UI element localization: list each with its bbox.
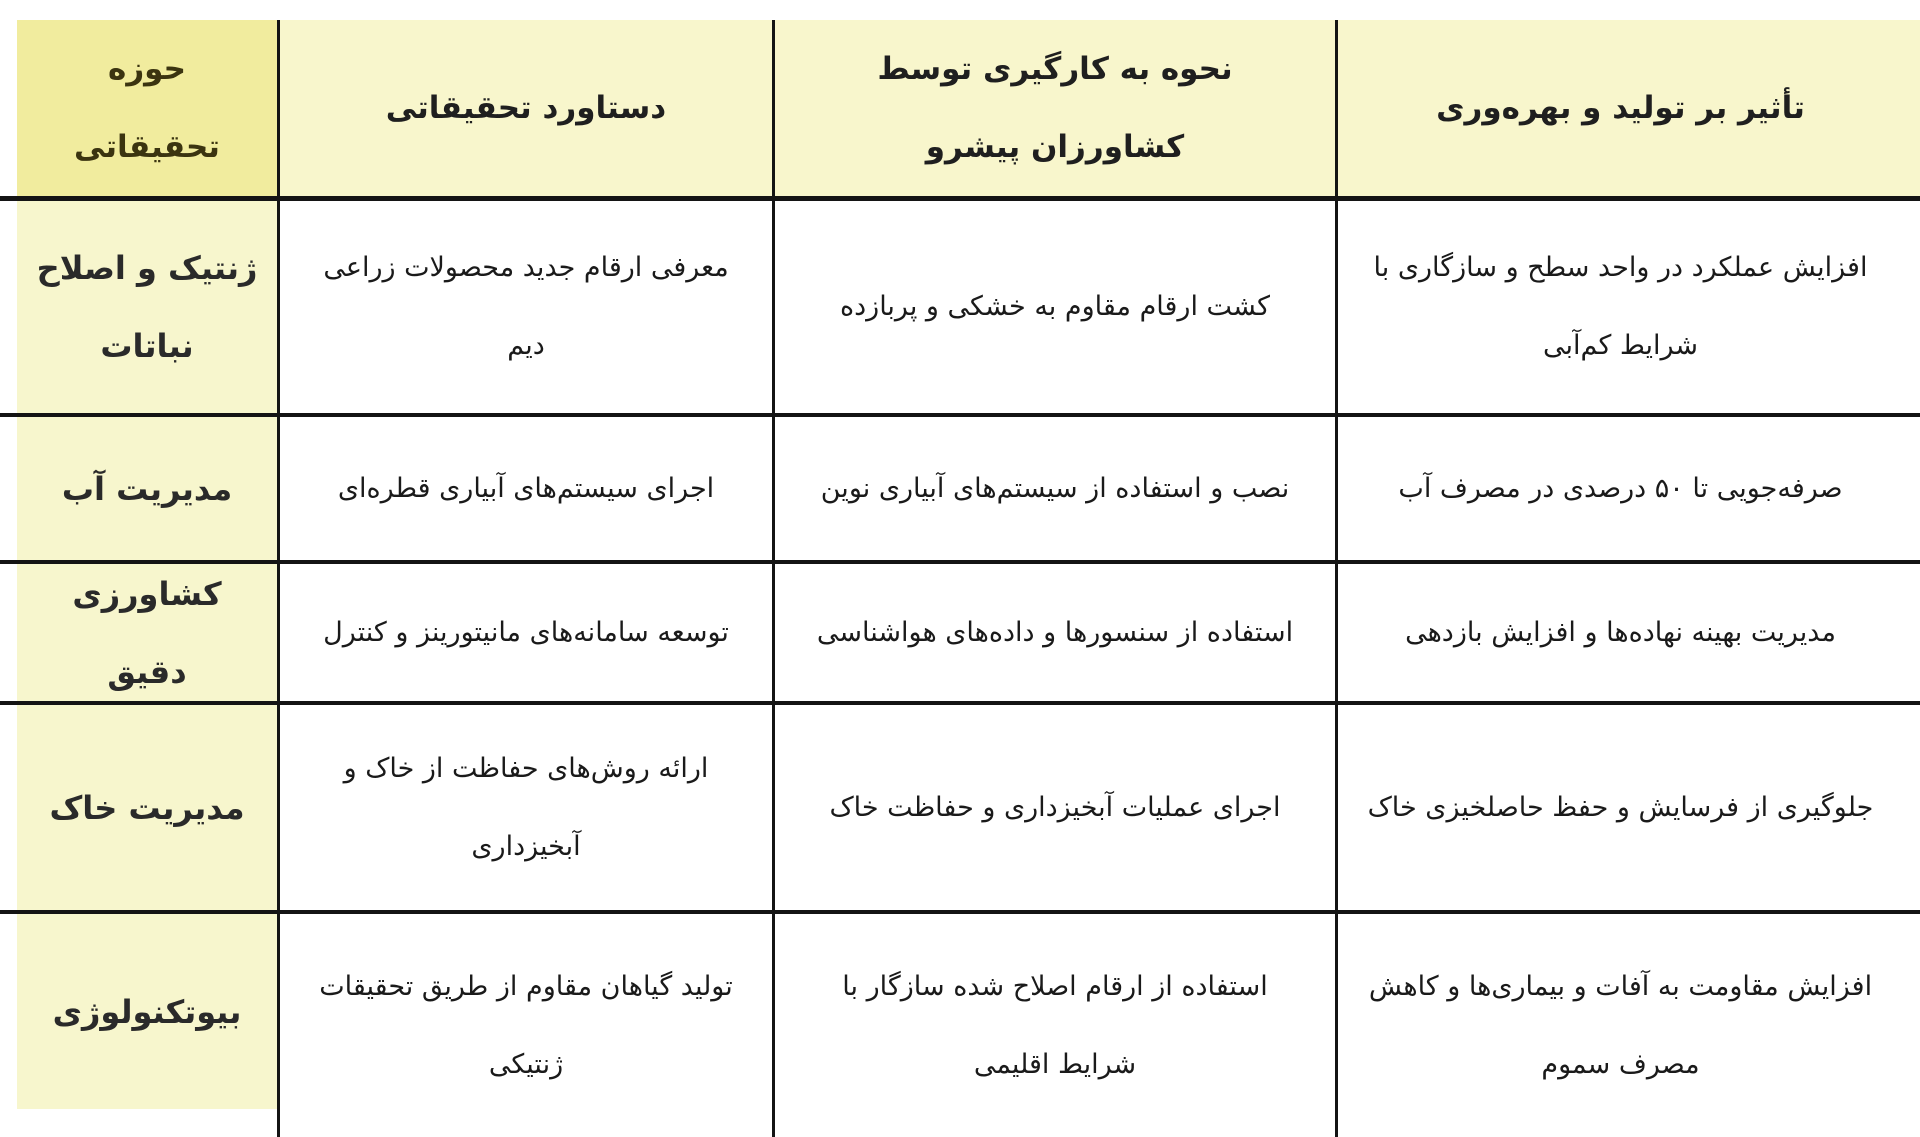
- header-farmer-application: نحوه به کارگیری توسط کشاورزان پیشرو: [775, 20, 1335, 196]
- header-production-impact: تأثیر بر تولید و بهره‌وری: [1338, 20, 1903, 196]
- row-impact: جلوگیری از فرسایش و حفظ حاصلخیزی خاک: [1338, 705, 1903, 910]
- row-application: کشت ارقام مقاوم به خشکی و پربازده: [775, 201, 1335, 413]
- row-achievement: توسعه سامانه‌های مانیتورینز و کنترل: [280, 564, 772, 701]
- header-research-achievement: دستاورد تحقیقاتی: [280, 20, 772, 196]
- header-research-area: حوزه تحقیقاتی: [17, 20, 277, 196]
- row-application: اجرای عملیات آبخیزداری و حفاظت خاک: [775, 705, 1335, 910]
- row-research-area: مدیریت آب: [17, 417, 277, 560]
- row-impact: افزایش مقاومت به آفات و بیماری‌ها و کاهش مصرف سموم: [1338, 914, 1903, 1137]
- research-table: [0, 20, 1920, 1137]
- row-research-area: ژنتیک و اصلاح نباتات: [17, 201, 277, 413]
- row-impact: صرفه‌جویی تا ۵۰ درصدی در مصرف آب: [1338, 417, 1903, 560]
- row-research-area: کشاورزی دقیق: [17, 564, 277, 701]
- row-application: استفاده از ارقام اصلاح شده سازگار با شرایط اقلیمی: [775, 914, 1335, 1137]
- row-research-area: مدیریت خاک: [17, 705, 277, 910]
- row-achievement: اجرای سیستم‌های آبیاری قطره‌ای: [280, 417, 772, 560]
- row-achievement: ارائه روش‌های حفاظت از خاک و آبخیزداری: [280, 705, 772, 910]
- row-research-area: بیوتکنولوژی: [17, 914, 277, 1109]
- row-impact: افزایش عملکرد در واحد سطح و سازگاری با شرایط کم‌آبی: [1338, 201, 1903, 413]
- row-application: نصب و استفاده از سیستم‌های آبیاری نوین: [775, 417, 1335, 560]
- row-achievement: تولید گیاهان مقاوم از طریق تحقیقات ژنتیکی: [280, 914, 772, 1137]
- row-achievement: معرفی ارقام جدید محصولات زراعی دیم: [280, 201, 772, 413]
- row-impact: مدیریت بهینه نهاده‌ها و افزایش بازدهی: [1338, 564, 1903, 701]
- row-application: استفاده از سنسورها و داده‌های هواشناسی: [775, 564, 1335, 701]
